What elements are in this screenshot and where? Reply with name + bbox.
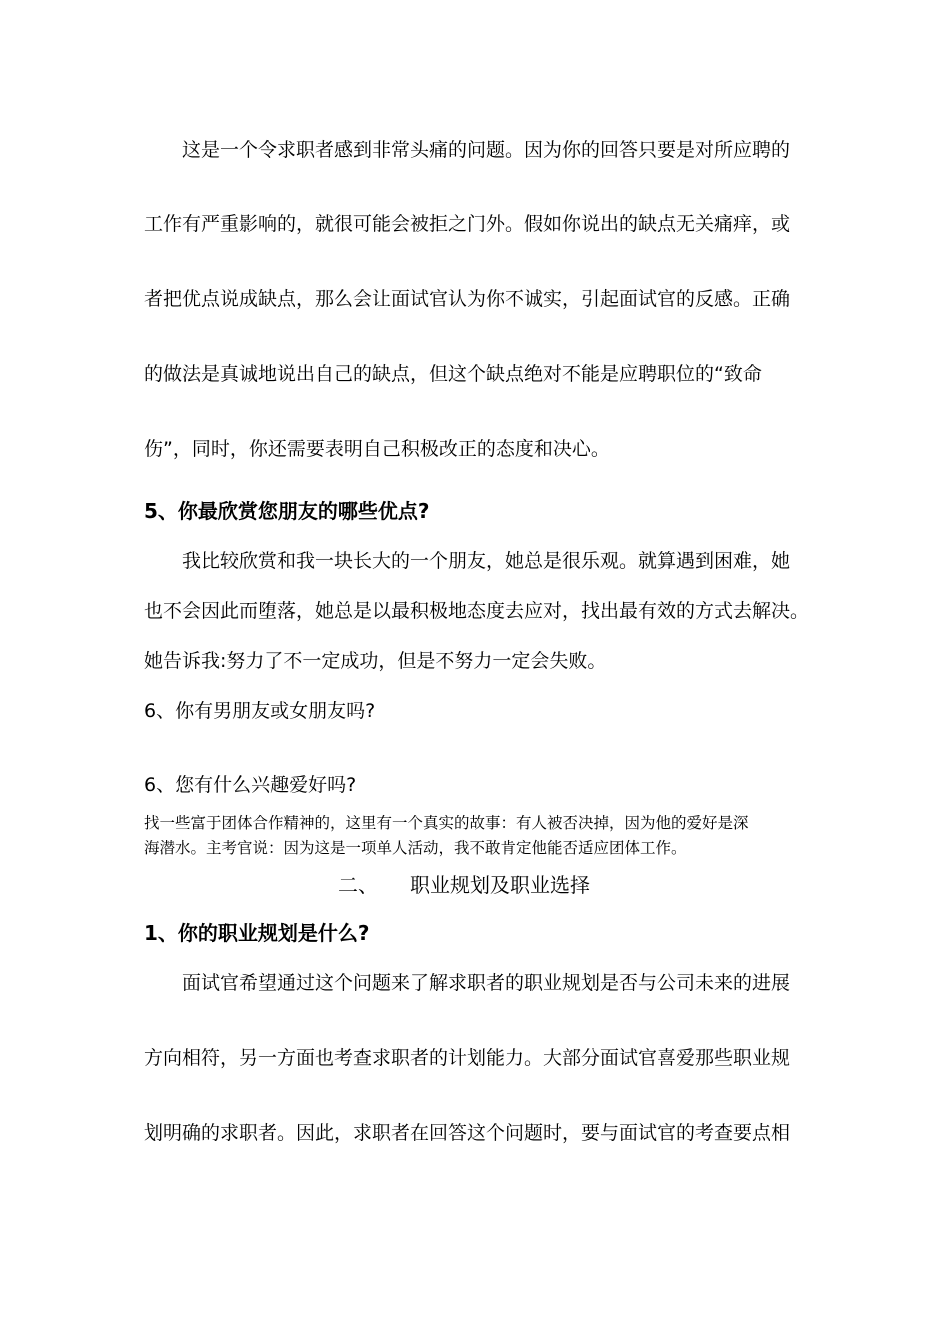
paragraph-line: 者把优点说成缺点，那么会让面试官认为你不诚实，引起面试官的反感。正确 xyxy=(144,288,791,310)
answer-line: 找一些富于团体合作精神的，这里有一个真实的故事：有人被否决掉，因为他的爱好是深 xyxy=(144,814,749,832)
paragraph-line: 工作有严重影响的，就很可能会被拒之门外。假如你说出的缺点无关痛痒，或 xyxy=(144,213,791,235)
answer-line: 她告诉我:努力了不一定成功，但是不努力一定会失败。 xyxy=(144,650,607,672)
question-heading: 1、你的职业规划是什么? xyxy=(144,921,370,945)
answer-line: 方向相符，另一方面也考查求职者的计划能力。大部分面试官喜爱那些职业规 xyxy=(144,1047,791,1069)
answer-line: 划明确的求职者。因此，求职者在回答这个问题时，要与面试官的考查要点相 xyxy=(144,1122,791,1144)
answer-line: 也不会因此而堕落，她总是以最积极地态度去应对，找出最有效的方式去解决。 xyxy=(144,600,810,622)
answer-line: 面试官希望通过这个问题来了解求职者的职业规划是否与公司未来的进展 xyxy=(182,972,791,994)
paragraph-line: 伤”，同时，你还需要表明自己积极改正的态度和决心。 xyxy=(144,438,610,460)
paragraph-line: 这是一个令求职者感到非常头痛的问题。因为你的回答只要是对所应聘的 xyxy=(182,139,791,161)
section-number: 二、 xyxy=(338,873,378,897)
answer-line: 我比较欣赏和我一块长大的一个朋友，她总是很乐观。就算遇到困难，她 xyxy=(182,550,791,572)
answer-line: 海潜水。主考官说：因为这是一项单人活动，我不敢肯定他能否适应团体工作。 xyxy=(144,839,687,857)
question-heading: 6、你有男朋友或女朋友吗? xyxy=(144,700,376,722)
paragraph-line: 的做法是真诚地说出自己的缺点，但这个缺点绝对不能是应聘职位的“致命 xyxy=(144,363,762,385)
question-heading: 6、您有什么兴趣爱好吗? xyxy=(144,774,357,796)
section-title: 职业规划及职业选择 xyxy=(410,873,590,897)
question-heading: 5、你最欣赏您朋友的哪些优点? xyxy=(144,499,430,523)
